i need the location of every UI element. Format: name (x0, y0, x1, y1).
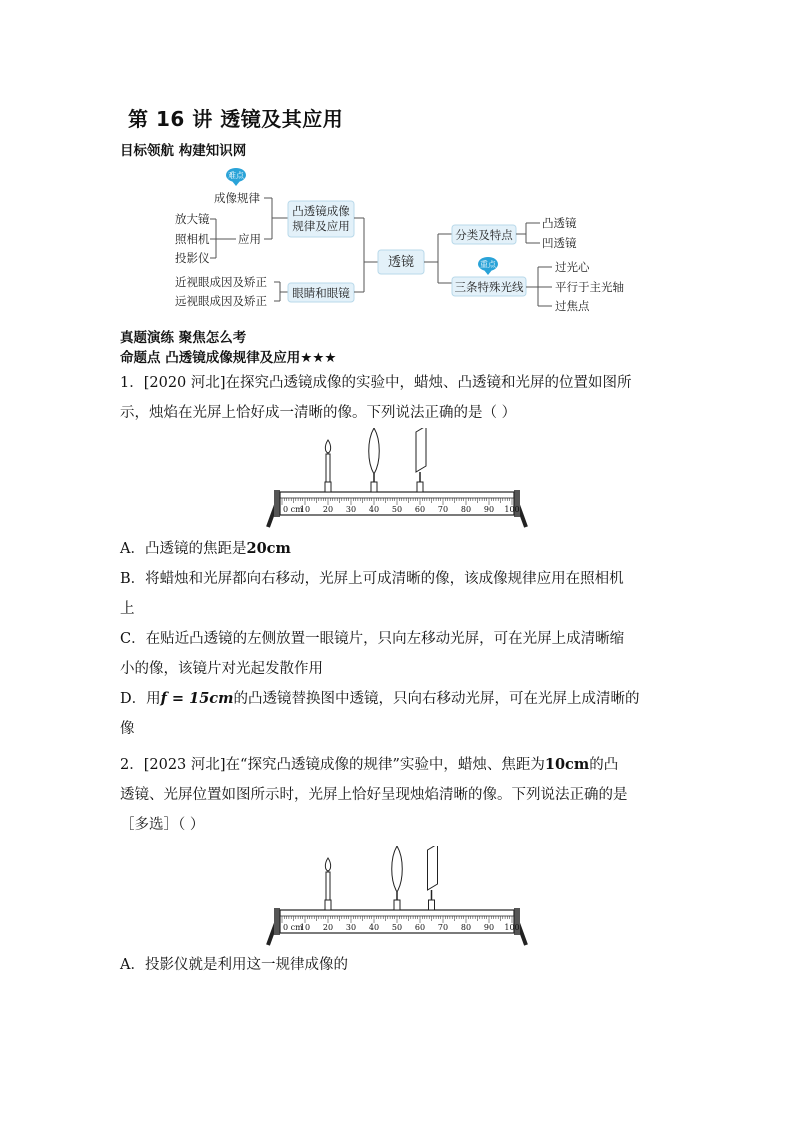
bench-tick-label: 10 (299, 505, 311, 514)
option-1d (120, 684, 680, 714)
node-center-lens: 透镜 (387, 255, 415, 270)
bench-tick-label: 0 cm (283, 923, 303, 932)
optical-bench-figure-1 (262, 428, 532, 530)
option-1c-line2: 小的像，该镜片对光起发散作用 (120, 661, 323, 677)
light-screen (428, 846, 438, 890)
badge-hard-icon (226, 168, 246, 186)
bench-tick-label: 100 (504, 923, 520, 932)
candle-holder (325, 482, 331, 492)
lens-holder (371, 482, 377, 492)
bench-tick-label: 80 (460, 923, 472, 932)
question-2-stem (120, 750, 680, 840)
option-1c-line1: C．在贴近凸透镜的左侧放置一眼镜片，只向左移动光屏，可在光屏上成清晰缩 (120, 631, 625, 647)
question-2-line1 (120, 750, 680, 780)
question-1-stem (120, 368, 680, 428)
screen-holder (417, 482, 423, 492)
bench-end-left (274, 908, 280, 935)
section-heading-knowledge-map: 目标领航 构建知识网 (120, 143, 247, 159)
option-1d-line2: 像 (120, 721, 135, 737)
question-2-line1-pre: 2．[2023 河北]在“探究凸透镜成像的规律”实验中，蜡烛、焦距为 (120, 757, 545, 773)
question-2-focal: 10cm (544, 756, 590, 773)
node-myopia: 近视眼成因及矫正 (175, 275, 267, 289)
question-1-line2: 示，烛焰在光屏上恰好成一清晰的像。下列说法正确的是（ ） (120, 405, 517, 421)
bench-tick-label: 20 (322, 923, 334, 932)
node-hyperopia: 远视眼成因及矫正 (175, 294, 267, 308)
node-app-magnifier: 放大镜 (175, 212, 210, 226)
candle-flame-icon (325, 858, 330, 871)
node-app-camera: 照相机 (175, 232, 210, 246)
question-2-line2: 透镜、光屏位置如图所示时，光屏上恰好呈现烛焰清晰的像。下列说法正确的是 (120, 787, 628, 803)
bench-tick-label: 40 (368, 923, 380, 932)
optical-bench-figure-2 (262, 846, 532, 948)
option-1a-text: A．凸透镜的焦距是 (120, 541, 247, 557)
question-1-line1: 1．[2020 河北]在探究凸透镜成像的实验中，蜡烛、凸透镜和光屏的位置如图所 (120, 375, 632, 391)
bench-tick-label: 80 (460, 505, 472, 514)
candle-body (326, 454, 330, 482)
option-1d-text-post: 的凸透镜替换图中透镜，只向右移动光屏，可在光屏上成清晰的 (233, 691, 640, 707)
node-classify: 分类及特点 (455, 228, 513, 242)
candle-flame-icon (325, 440, 330, 453)
bench-tick-label: 50 (391, 923, 403, 932)
node-application: 应用 (238, 232, 261, 246)
bench-tick-label: 0 cm (283, 505, 303, 514)
node-convex-lens: 凸透镜 (542, 216, 577, 230)
node-ray-optical-center: 过光心 (555, 260, 590, 274)
screen-holder (429, 900, 435, 910)
bench-tick-label: 40 (368, 505, 380, 514)
candle-body (326, 872, 330, 900)
bench-tick-label: 30 (345, 923, 357, 932)
question-2-line3: ［多选］（ ） (120, 817, 205, 833)
node-concave-lens: 凹透镜 (542, 236, 577, 250)
bench-tick-label: 20 (322, 505, 334, 514)
bench-tick-label: 100 (504, 505, 520, 514)
topic-heading: 命题点 凸透镜成像规律及应用★★★ (120, 350, 337, 366)
option-1d-focal: f = 15cm (160, 690, 234, 707)
badge-key-icon (478, 257, 498, 275)
option-1d-text-pre: D．用 (120, 691, 161, 707)
option-1a-value: 20cm (246, 540, 291, 557)
node-convex-imaging-line1: 凸透镜成像 (292, 204, 350, 218)
bench-tick-label: 10 (299, 923, 311, 932)
convex-lens-icon (369, 428, 380, 474)
bench-tick-label: 70 (437, 923, 449, 932)
option-1b-line2: 上 (120, 601, 135, 617)
light-screen (416, 428, 426, 472)
candle-holder (325, 900, 331, 910)
option-1b-line1: B．将蜡烛和光屏都向右移动，光屏上可成清晰的像，该成像规律应用在照相机 (120, 571, 624, 587)
node-ray-focus: 过焦点 (555, 299, 590, 313)
bench-tick-label: 90 (483, 923, 495, 932)
node-convex-imaging-line2: 规律及应用 (292, 219, 350, 233)
question-1-options (120, 534, 680, 744)
node-three-rays: 三条特殊光线 (454, 280, 524, 294)
node-ray-parallel: 平行于主光轴 (555, 280, 624, 294)
node-app-projector: 投影仪 (175, 251, 210, 265)
bench-tick-label: 60 (414, 923, 426, 932)
badge-hard-label: 难点 (228, 171, 244, 180)
option-1a (120, 534, 680, 564)
bench-tick-label: 90 (483, 505, 495, 514)
bench-tick-label: 60 (414, 505, 426, 514)
bench-tick-label: 30 (345, 505, 357, 514)
badge-key-label: 重点 (480, 260, 496, 269)
section-heading-exam: 真题演练 聚焦怎么考 (120, 330, 247, 346)
bench-tick-label: 50 (391, 505, 403, 514)
page-title: 第 16 讲 透镜及其应用 (128, 107, 344, 131)
node-imaging-rule: 成像规律 (214, 191, 260, 205)
question-2-option-a: A．投影仪就是利用这一规律成像的 (120, 957, 348, 973)
knowledge-mindmap (170, 165, 630, 317)
bench-tick-label: 70 (437, 505, 449, 514)
question-2-line1-post: 的凸 (589, 757, 619, 773)
lens-holder (394, 900, 400, 910)
node-eyes-glasses: 眼睛和眼镜 (292, 286, 350, 300)
bench-end-left (274, 490, 280, 517)
convex-lens-icon (392, 846, 403, 892)
